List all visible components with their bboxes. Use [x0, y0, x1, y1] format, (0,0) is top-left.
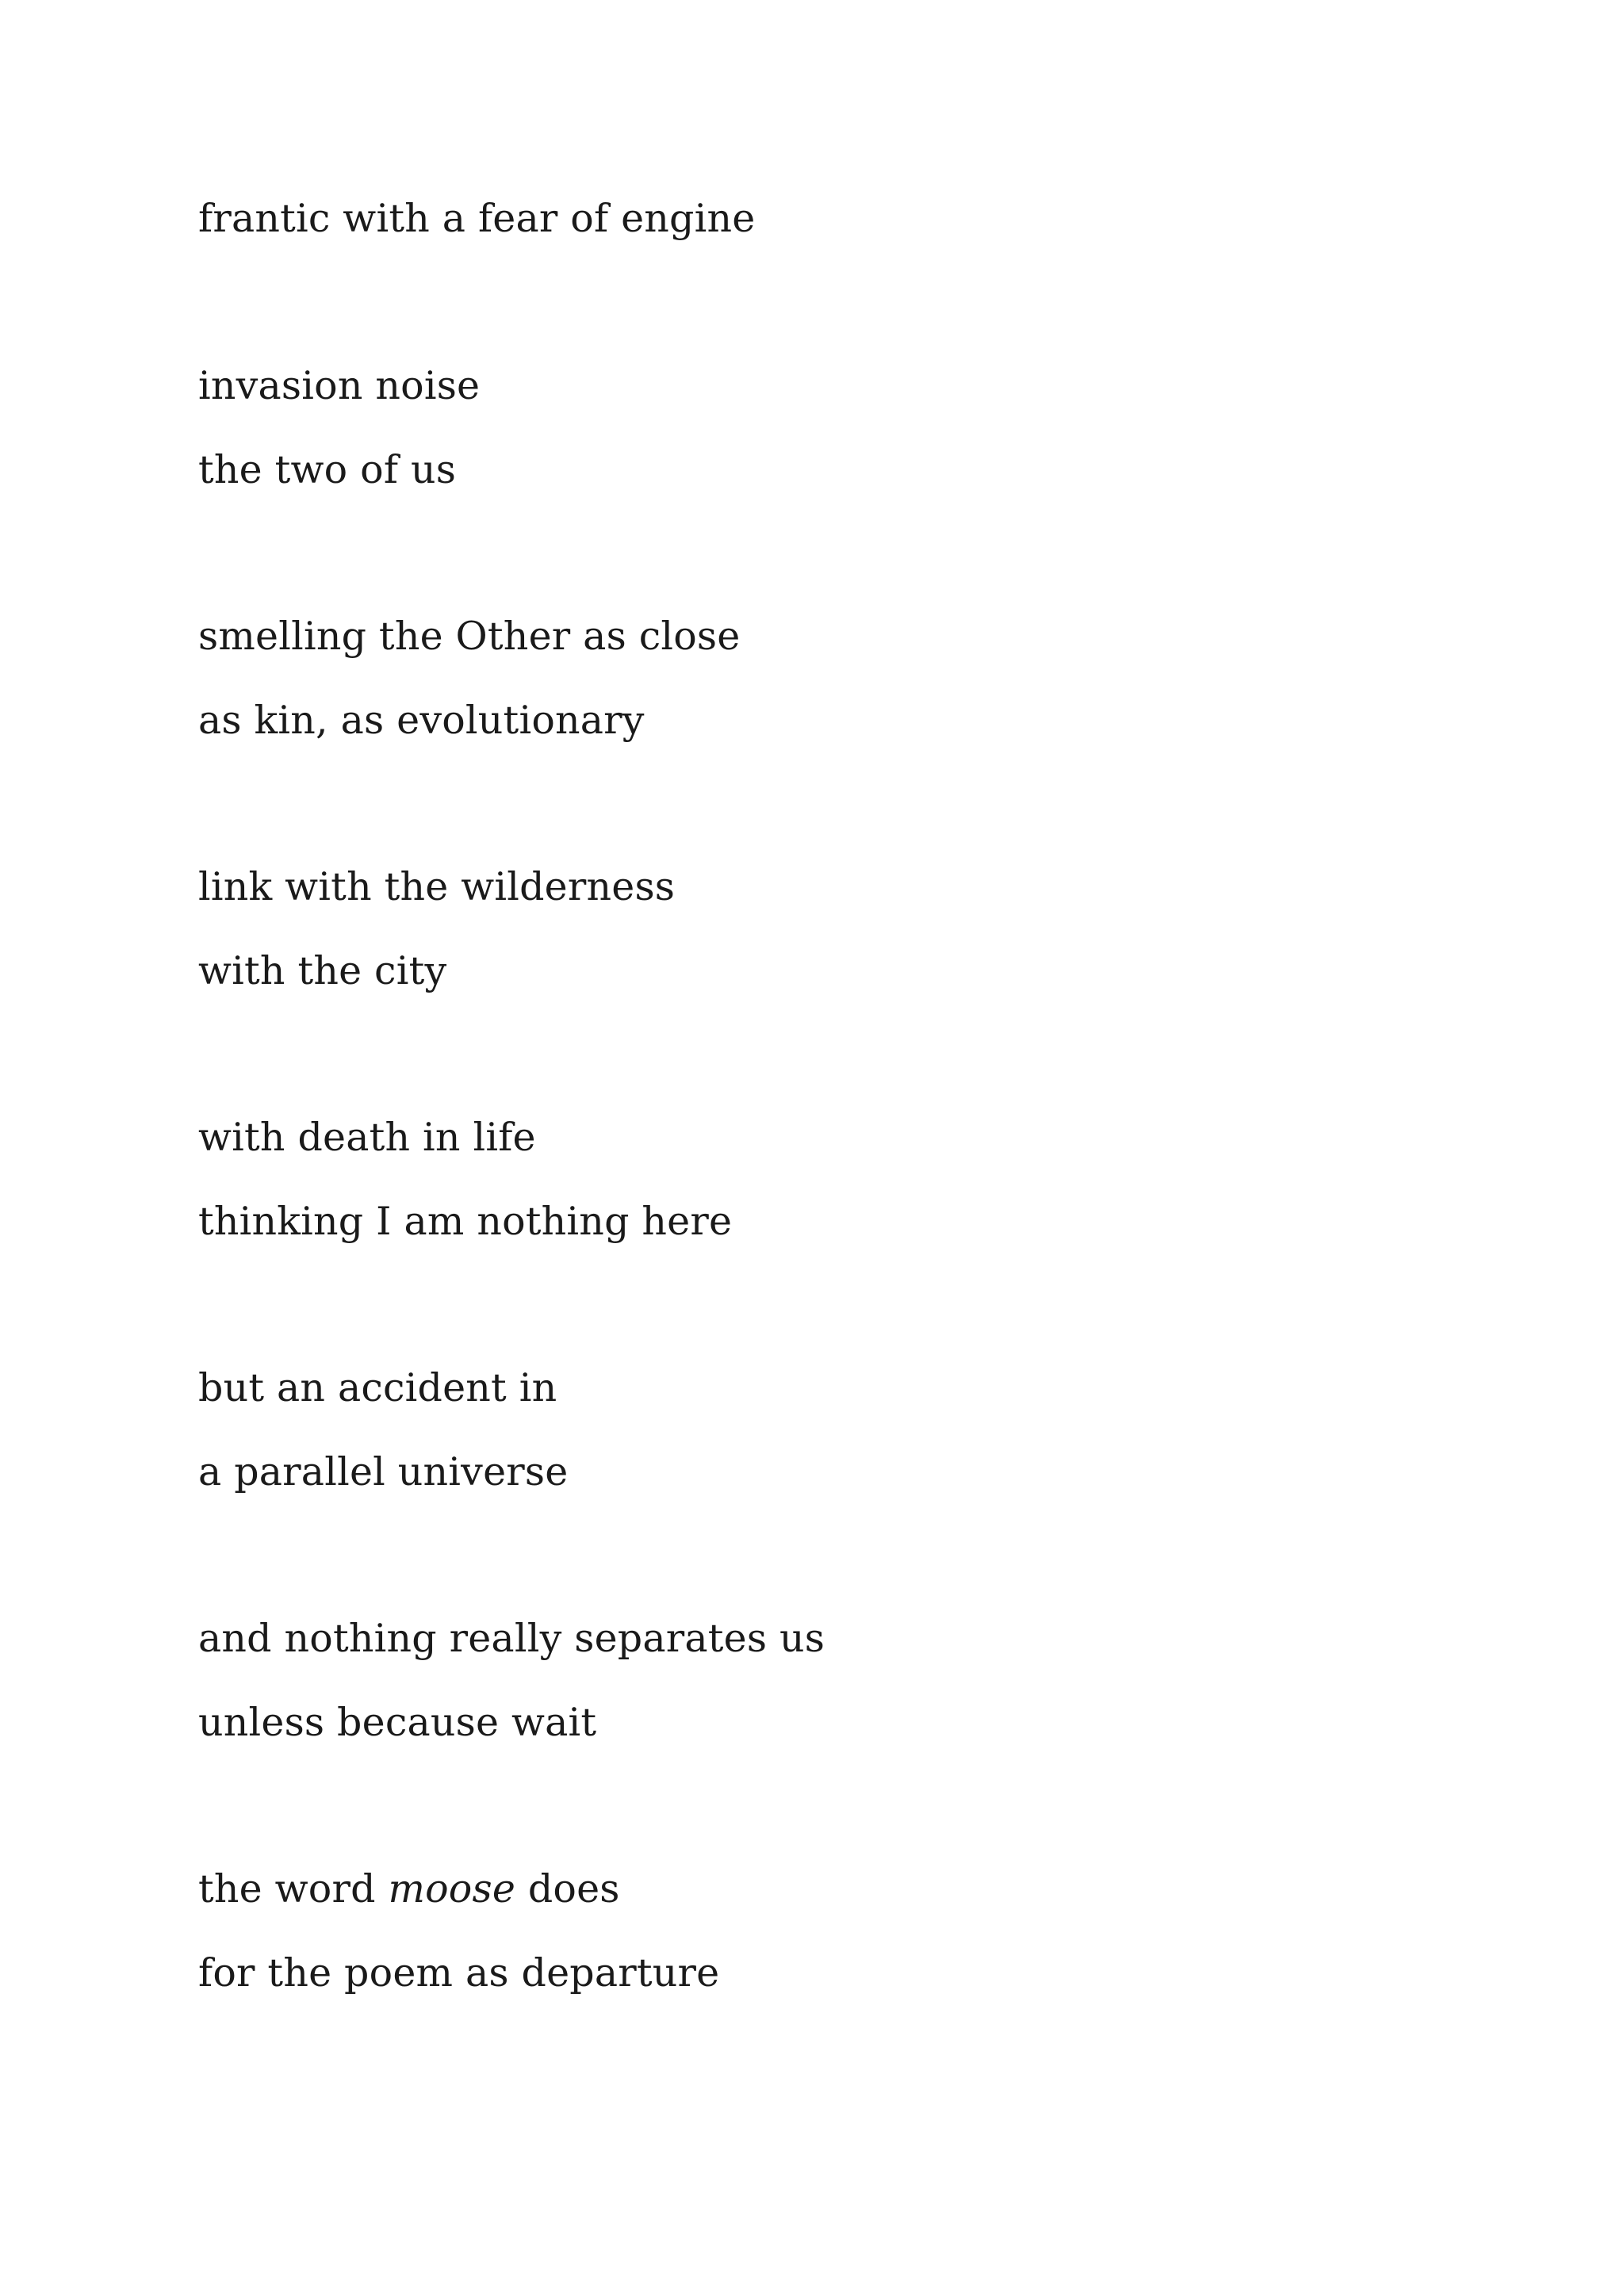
poem-line: thinking I am nothing here	[198, 1199, 733, 1244]
poem-line: with the city	[198, 948, 447, 993]
emphasized-word: moose	[388, 1866, 516, 1911]
poem-line-text: the word	[198, 1866, 389, 1911]
poem-line: unless because wait	[198, 1700, 597, 1745]
poem-line: a parallel universe	[198, 1449, 569, 1494]
poem-line: but an accident in	[198, 1365, 557, 1410]
poem-line: frantic with a fear of engine	[198, 196, 756, 241]
poem-line: for the poem as departure	[198, 1950, 720, 1996]
poem-line	[198, 1866, 620, 1913]
poem-line: smelling the Other as close	[198, 614, 741, 659]
poem-line: and nothing really separates us	[198, 1616, 825, 1661]
poem-line: with death in life	[198, 1115, 536, 1160]
poem-line: the two of us	[198, 447, 457, 492]
poem-line: link with the wilderness	[198, 864, 676, 909]
poem-line-text: does	[515, 1866, 620, 1911]
poem-line: invasion noise	[198, 363, 481, 408]
poem-line: as kin, as evolutionary	[198, 698, 645, 743]
